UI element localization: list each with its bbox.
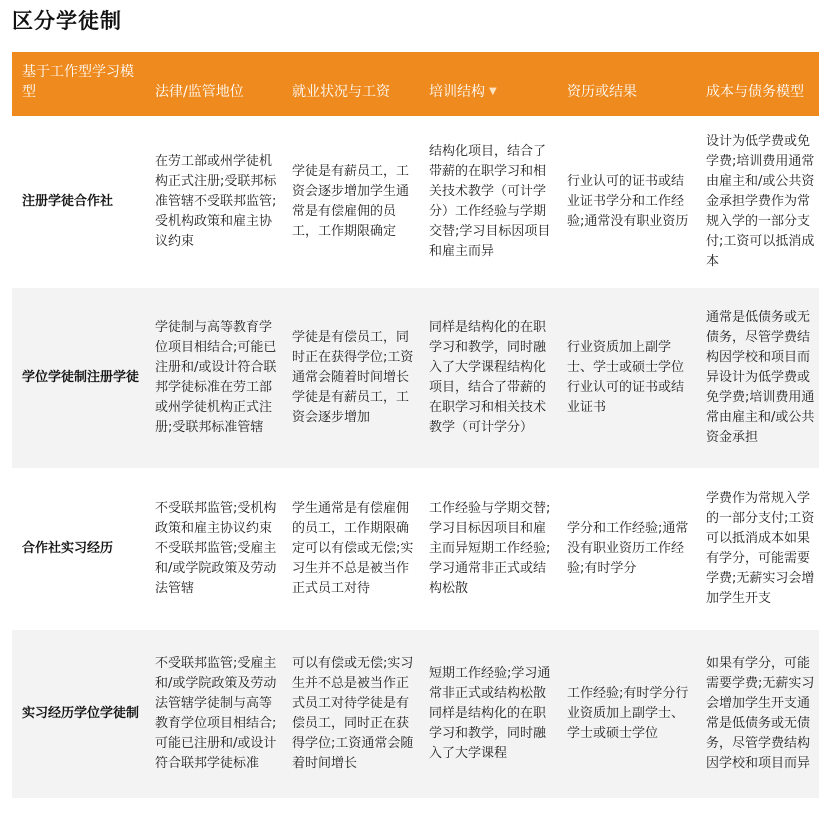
cell-credential: 行业资质加上副学士、学士或硕士学位行业认可的证书或结业证书 [557, 288, 696, 468]
column-header-label: 成本与债务模型 [706, 84, 804, 100]
page-title: 区分学徒制 [12, 9, 122, 33]
table-body [12, 116, 819, 798]
column-header-label: 法律/监管地位 [155, 84, 244, 100]
cell-training: 工作经验与学期交替;学习目标因项目和雇主而异短期工作经验;学习通常非正式或结构松散 [419, 468, 557, 630]
cell-employment: 学生通常是有偿雇佣的员工，工作期限确定可以有偿或无偿;实习生并不总是被当作正式员工对待 [282, 468, 419, 630]
column-header-training[interactable] [419, 52, 557, 116]
cell-model: 实习经历学位学徒制 [12, 630, 145, 798]
column-header-model [12, 52, 145, 116]
cell-cost: 设计为低学费或免学费;培训费用通常由雇主和/或公共资金承担学费作为常规入学的一部分支付;工资可以抵消成本 [696, 116, 819, 288]
cell-cost: 如果有学分，可能需要学费;无薪实习会增加学生开支通常是低债务或无债务，尽管学费结构因学校和项目而异 [696, 630, 819, 798]
table-header [12, 52, 819, 116]
sort-down-icon[interactable]: ▼ [489, 86, 497, 97]
cell-training: 短期工作经验;学习通常非正式或结构松散同样是结构化的在职学习和教学，同时融入了大学课程 [419, 630, 557, 798]
column-header-credential [557, 52, 696, 116]
table-row [12, 630, 819, 798]
cell-employment: 可以有偿或无偿;实习生并不总是被当作正式员工对待学徒是有偿员工，同时正在获得学位;工资通常会随着时间增长 [282, 630, 419, 798]
cell-legal: 学徒制与高等教育学位项目相结合;可能已注册和/或设计符合联邦学徒标准在劳工部或州学徒机构正式注册;受联邦标准管辖 [145, 288, 282, 468]
table-row [12, 468, 819, 630]
cell-credential: 工作经验;有时学分行业资质加上副学士、学士或硕士学位 [557, 630, 696, 798]
column-header-label: 就业状况与工资 [292, 84, 390, 100]
cell-model: 合作社实习经历 [12, 468, 145, 630]
cell-model: 注册学徒合作社 [12, 116, 145, 288]
cell-employment: 学徒是有偿员工，同时正在获得学位;工资通常会随着时间增长学徒是有薪员工，工资会逐步增加 [282, 288, 419, 468]
column-header-legal [145, 52, 282, 116]
cell-cost: 通常是低债务或无债务，尽管学费结构因学校和项目而异设计为低学费或免学费;培训费用通常由雇主和/或公共资金承担 [696, 288, 819, 468]
cell-credential: 行业认可的证书或结业证书学分和工作经验;通常没有职业资历 [557, 116, 696, 288]
cell-legal: 在劳工部或州学徒机构正式注册;受联邦标准管辖不受联邦监管;受机构政策和雇主协议约束 [145, 116, 282, 288]
column-header-employment [282, 52, 419, 116]
cell-model: 学位学徒制注册学徒 [12, 288, 145, 468]
table-row [12, 288, 819, 468]
cell-credential: 学分和工作经验;通常没有职业资历工作经验;有时学分 [557, 468, 696, 630]
cell-employment: 学徒是有薪员工，工资会逐步增加学生通常是有偿雇佣的员工，工作期限确定 [282, 116, 419, 288]
cell-legal: 不受联邦监管;受机构政策和雇主协议约束不受联邦监管;受雇主和/或学院政策及劳动法管辖 [145, 468, 282, 630]
cell-cost: 学费作为常规入学的一部分支付;工资可以抵消成本如果有学分，可能需要学费;无薪实习会增加学生开支 [696, 468, 819, 630]
cell-training: 同样是结构化的在职学习和教学，同时融入了大学课程结构化项目，结合了带薪的在职学习和相关技术教学（可计学分） [419, 288, 557, 468]
cell-legal: 不受联邦监管;受雇主和/或学院政策及劳动法管辖学徒制与高等教育学位项目相结合;可能已注册和/或设计符合联邦学徒标准 [145, 630, 282, 798]
column-header-label: 基于工作型学习模型 [22, 64, 134, 100]
column-header-label: 培训结构 [429, 84, 485, 100]
cell-training: 结构化项目，结合了带薪的在职学习和相关技术教学（可计学分）工作经验与学期交替;学习目标因项目和雇主而异 [419, 116, 557, 288]
column-header-label: 资历或结果 [567, 84, 637, 100]
comparison-table [12, 52, 819, 798]
table-row [12, 116, 819, 288]
header-row [12, 52, 819, 116]
column-header-cost [696, 52, 819, 116]
